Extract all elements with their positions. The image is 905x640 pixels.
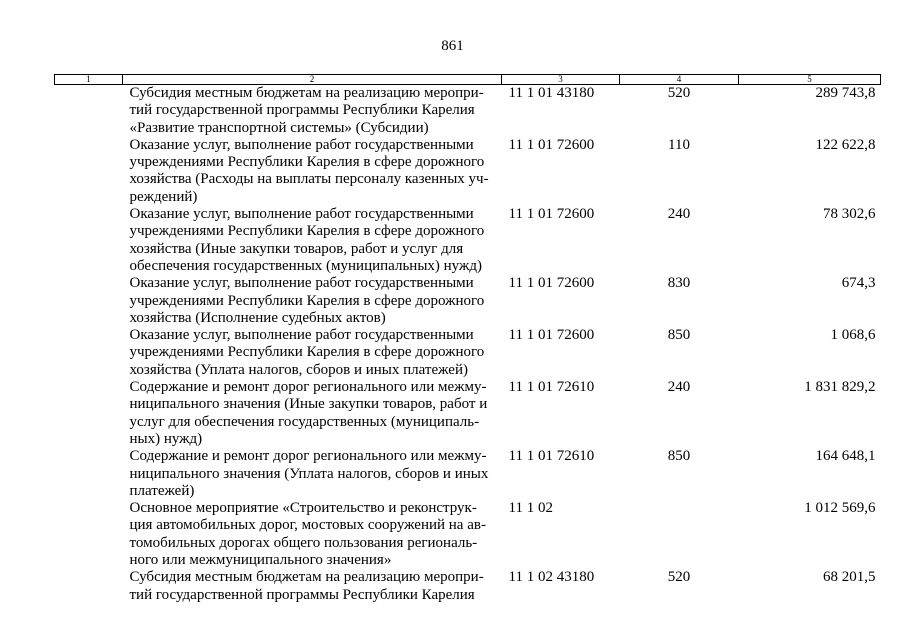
row-kvr: 830	[667, 275, 691, 292]
row-name-line: ного или межмуниципального значения»	[129, 552, 392, 569]
row-amount: 1 831 829,2	[804, 379, 876, 396]
row-kvr: 850	[667, 448, 691, 465]
row-name-line: ных) нужд)	[129, 430, 203, 447]
row-name-line: учреждениями Республики Карелия в сфере дорожного	[129, 154, 485, 171]
row-name-line: томобильных дорогах общего пользования региональ-	[129, 534, 478, 551]
row-kvr: 520	[667, 85, 691, 101]
row-name-line: Оказание услуг, выполнение работ государственными	[129, 136, 474, 153]
row-name-line: реждений)	[129, 188, 198, 205]
row-col-1	[55, 206, 123, 275]
table-row	[55, 137, 881, 206]
row-amount: 164 648,1	[815, 448, 876, 465]
row-amount: 289 743,8	[815, 85, 876, 101]
table-row	[55, 379, 881, 448]
table-row	[55, 85, 881, 137]
row-name	[123, 137, 502, 206]
row-name-line: учреждениями Республики Карелия в сфере дорожного	[129, 223, 485, 240]
header-col-5: 5	[739, 75, 881, 85]
row-amount: 122 622,8	[815, 136, 876, 153]
row-name	[123, 448, 502, 500]
row-name-line: Субсидия местным бюджетам на реализацию меропри-	[129, 85, 484, 101]
header-col-4: 4	[620, 75, 739, 85]
row-amount: 68 201,5	[823, 569, 876, 586]
row-name-line: тий государственной программы Республики Карелия	[129, 102, 475, 119]
row-name-line: Оказание услуг, выполнение работ государственными	[129, 275, 474, 292]
row-code: 11 1 01 43180	[508, 85, 595, 101]
row-name-line: услуг для обеспечения государственных (муниципаль-	[129, 413, 480, 430]
row-name-line: Оказание услуг, выполнение работ государственными	[129, 206, 474, 223]
row-kvr: 520	[667, 569, 691, 586]
row-amount: 78 302,6	[823, 206, 876, 223]
table-row	[55, 448, 881, 500]
row-name	[123, 379, 502, 448]
table-row	[55, 327, 881, 379]
row-code: 11 1 01 72600	[508, 275, 595, 292]
row-col-1	[55, 379, 123, 448]
row-name	[123, 327, 502, 379]
row-name	[123, 85, 502, 137]
row-code: 11 1 01 72600	[508, 327, 595, 344]
row-col-1	[55, 500, 123, 569]
table-row	[55, 569, 881, 604]
row-name-line: ниципального значения (Уплата налогов, сборов и иных	[129, 465, 489, 482]
row-col-1	[55, 85, 123, 137]
header-col-1: 1	[55, 75, 123, 85]
row-code: 11 1 02	[508, 500, 553, 517]
table-row	[55, 275, 881, 327]
row-name-line: тий государственной программы Республики Карелия	[129, 586, 475, 603]
row-name-line: хозяйства (Расходы на выплаты персоналу казенных уч-	[129, 171, 489, 188]
row-name-line: хозяйства (Уплата налогов, сборов и иных платежей)	[129, 361, 468, 378]
row-kvr: 110	[668, 136, 690, 153]
row-name-line: «Развитие транспортной системы» (Субсидии)	[129, 119, 429, 136]
row-name-line: учреждениями Республики Карелия в сфере дорожного	[129, 344, 485, 361]
row-name-line: Содержание и ремонт дорог регионального или межму-	[129, 448, 487, 465]
table-row	[55, 206, 881, 275]
row-name-line: Содержание и ремонт дорог регионального или межму-	[129, 379, 487, 396]
row-name	[123, 500, 502, 569]
row-col-1	[55, 137, 123, 206]
row-kvr: 240	[667, 379, 691, 396]
row-name-line: Оказание услуг, выполнение работ государственными	[129, 327, 474, 344]
table-row	[55, 500, 881, 569]
row-code: 11 1 01 72610	[508, 379, 595, 396]
row-name-line: Основное мероприятие «Строительство и реконструк-	[129, 500, 477, 517]
row-name-line: платежей)	[129, 482, 195, 499]
header-col-3: 3	[502, 75, 620, 85]
budget-table	[54, 74, 881, 604]
row-amount: 674,3	[841, 275, 876, 292]
page-number: 861	[441, 38, 464, 54]
row-name-line: ниципального значения (Иные закупки товаров, работ и	[129, 396, 488, 413]
row-col-1	[55, 569, 123, 604]
row-name-line: обеспечения государственных (муниципальных) нужд)	[129, 257, 482, 274]
row-name-line: учреждениями Республики Карелия в сфере дорожного	[129, 292, 485, 309]
row-name	[123, 275, 502, 327]
row-amount: 1 012 569,6	[804, 500, 876, 517]
row-code: 11 1 02 43180	[508, 569, 595, 586]
row-name-line: ция автомобильных дорог, мостовых сооружений на ав-	[129, 517, 486, 534]
row-code: 11 1 01 72610	[508, 448, 595, 465]
row-col-1	[55, 327, 123, 379]
row-name	[123, 569, 502, 604]
row-kvr: 240	[667, 206, 691, 223]
row-amount: 1 068,6	[830, 327, 876, 344]
row-name-line: Субсидия местным бюджетам на реализацию меропри-	[129, 569, 484, 586]
header-row	[55, 75, 881, 85]
row-name	[123, 206, 502, 275]
table-header	[55, 75, 881, 85]
row-name-line: хозяйства (Исполнение судебных актов)	[129, 309, 386, 326]
row-kvr: 850	[667, 327, 691, 344]
row-col-1	[55, 448, 123, 500]
row-col-1	[55, 275, 123, 327]
row-code: 11 1 01 72600	[508, 136, 595, 153]
row-name-line: хозяйства (Иные закупки товаров, работ и услуг для	[129, 240, 464, 257]
row-kvr	[620, 500, 739, 569]
header-col-2: 2	[123, 75, 502, 85]
table-body	[55, 85, 881, 604]
row-code: 11 1 01 72600	[508, 206, 595, 223]
